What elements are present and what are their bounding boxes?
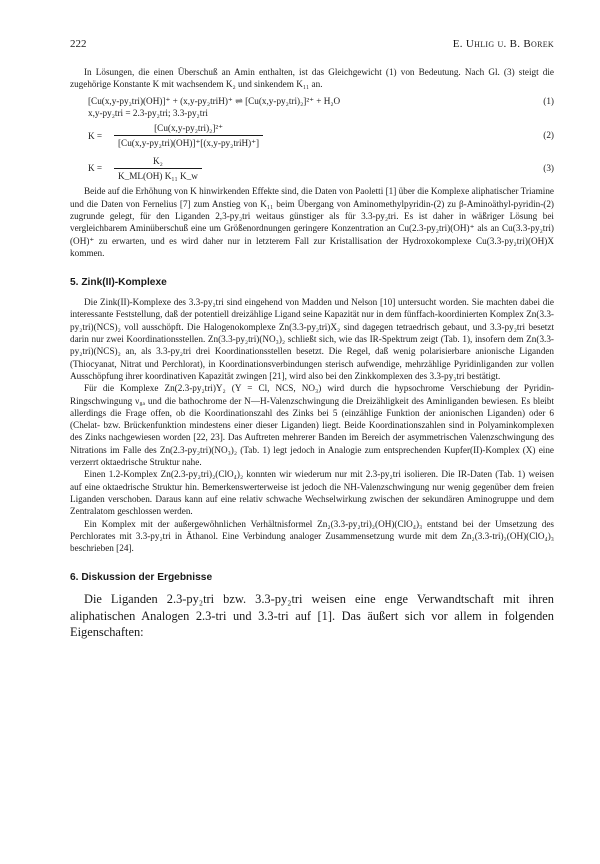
section-6-paragraph: Die Liganden 2.3-py₂tri bzw. 3.3-py₂tri weisen eine enge Verwandtschaft mit ihren aliphatischen Analogen 2.3-tri und 3.3-tri auf [1]. Das äußert sich vor allem in folgenden Eigenschaften:: [70, 592, 554, 640]
equation-2-denominator: [Cu(x,y-py₂tri)(OH)]⁺[(x,y-py₂triH)⁺]: [114, 135, 263, 149]
equation-3-denominator: K_ML(OH) K₁₁ K_w: [114, 168, 202, 182]
equation-2: [70, 122, 554, 150]
section-5-paragraph: Für die Komplexe Zn(2.3-py₂tri)Y₂ (Y = Cl, NCS, NO₃) wird durch die hypsochrome Verschiebung der Pyridin-Ringschwingung ν₈ₐ und die bathochrome der N—H-Valenzschwingung die Dreizähligkeit des Aminliganden bewiesen. Es bleibt allerdings die Frage offen, ob die Koordinationszahl des Zinks bei 5 (einzählige Funktion der anionischen Liganden) oder 6 (Chelat- bzw. Brückenfunktion mindestens einer dieser Liganden) liegt. Beide Koordinationszahlen sind in Polyaminkomplexen des Zinks nachgewiesen worden [22, 23]. Das Auftreten mehrerer Banden im Bereich der asymmetrischen Valenzschwingung des Nitrations im Falle des Zn(2.3-py₂tri)(NO₃)₂ (Tab. 1) legt jedoch in Analogie zum entsprechenden Kupfer(II)-Komplex (X) eine verzerrt oktaedrische Struktur nahe.: [70, 383, 554, 468]
section-5-paragraph: Einen 1.2-Komplex Zn(2.3-py₂tri)₂(ClO₄)₂ konnten wir wiederum nur mit 2.3-py₂tri isolieren. Die IR-Daten (Tab. 1) weisen auf eine oktaedrische Struktur hin. Bemerkenswerterweise ist jedoch die NH-Valenzschwingung nur wenig gegenüber dem freien Liganden verschoben. Daraus kann auf eine relativ schwache Wechselwirkung zwischen der sekundären Aminogruppe und dem Zentralatom geschlossen werden.: [70, 469, 554, 517]
equation-2-number: (2): [543, 130, 554, 141]
section-5-heading: 5. Zink(II)-Komplexe: [70, 277, 167, 289]
equation-1-body: [Cu(x,y-py₂tri)(OH)]⁺ + (x,y-py₂triH)⁺ ⇌ [Cu(x,y-py₂tri)₂]²⁺ + H₂O: [88, 95, 341, 106]
equation-3-number: (3): [543, 162, 554, 173]
page-number: 222: [70, 38, 87, 50]
equation-3-fraction: [114, 155, 202, 183]
equation-3: [70, 155, 554, 183]
equation-3-lhs: K =: [88, 163, 103, 174]
page: [70, 38, 554, 641]
page-header: [70, 38, 554, 52]
section-5-paragraph: Die Zink(II)-Komplexe des 3.3-py₂tri sind eingehend von Madden und Nelson [10] untersucht worden. Sie machten dabei die interessante Feststellung, daß der potentiell dreizählige Ligand seine Kapazität nur in dem fünffach-koordinierten Komplex Zn(3.3-py₂tri)(NCS)₂ voll ausschöpft. Die Halogenokomplexe Zn(3.3-py₂tri)X₂ sind dagegen tetraedrisch gebaut, und 3.3-py₂tri besetzt darin nur zwei Koordinationsstellen. Zn(3.3-py₂tri)(NO₃)₂ schließt sich, wie das IR-Spektrum zeigt (Tab. 1), insofern dem Zn(3.3-py₂tri)(NCS)₂ an, als 3.3-py₂tri drei Koordinationsstellen besetzt. Die Regel, daß wenig polarisierbare anionische Liganden (Thiocyanat, Nitrat und Perchlorat), in Koordinationsverbindungen sterisch aufwendige, mehrzählige Pyridinliganden zur vollen Ausschöpfung ihrer koordinativen Kapazität zwingen [21], wird also bei den Zinkkomplexen des 3.3-py₂tri bestätigt.: [70, 297, 554, 381]
equation-1-number: (1): [543, 95, 554, 106]
section-5-paragraph: Ein Komplex mit der außergewöhnlichen Verhältnisformel Zn₂(3.3-py₂tri)₂(OH)(ClO₄)₃ entstand bei der Umsetzung des Perchlorates mit 3.3-py₂tri in Äthanol. Eine Verbindung analoger Zusammensetzung wurde mit dem Zn₂(3.3-tri)₂(OH)(ClO₄)₃ beschrieben [24].: [70, 518, 554, 554]
equation-2-numerator: [Cu(x,y-py₂tri)₂]²⁺: [154, 123, 223, 134]
equation-2-fraction: [114, 122, 263, 150]
equation-1: [70, 95, 554, 107]
equation-3-numerator: K₂: [153, 155, 163, 166]
paragraph-equilibrium-discussion: Beide auf die Erhöhung von K hinwirkenden Effekte sind, die Daten von Paoletti [1] über die Komplexe aliphatischer Triamine und die Daten von Fernelius [7] zum Anstieg von K₁₁ beim Übergang von Aminomethylpyridin-(2) zu β-Aminoäthyl-pyridin-(2) zugrunde gelegt, für den Liganden 2,3-py₂tri weitaus günstiger als für 3.3-py₂tri. Es ist daher in wäßriger Lösung bei vergleichbarem Aminüberschuß eine um Größenordnungen geringere Konzentration an Cu(2.3-py₂tri)(OH)⁺ als an Cu(3.3-py₂tri)(OH)⁺ zu erwarten, und es wird daher nur in letzterem Fall zur Kristallisation der Hydroxokomplexe Cu(3.3-py₂tri)(OH)X kommen.: [70, 186, 554, 258]
equation-note-text: x,y-py₂tri = 2.3-py₂tri; 3.3-py₂tri: [88, 107, 208, 118]
intro-paragraph: In Lösungen, die einen Überschuß an Amin enthalten, ist das Gleichgewicht (1) von Bedeutung. Nach Gl. (3) steigt die zugehörige Konstante K mit wachsendem K₂ und sinkendem K₁₁ an.: [70, 67, 554, 90]
equation-note: [70, 107, 554, 119]
running-head-authors: E. Uhlig u. B. Borek: [452, 38, 554, 50]
section-6-heading: 6. Diskussion der Ergebnisse: [70, 572, 213, 584]
equation-2-lhs: K =: [88, 130, 103, 141]
